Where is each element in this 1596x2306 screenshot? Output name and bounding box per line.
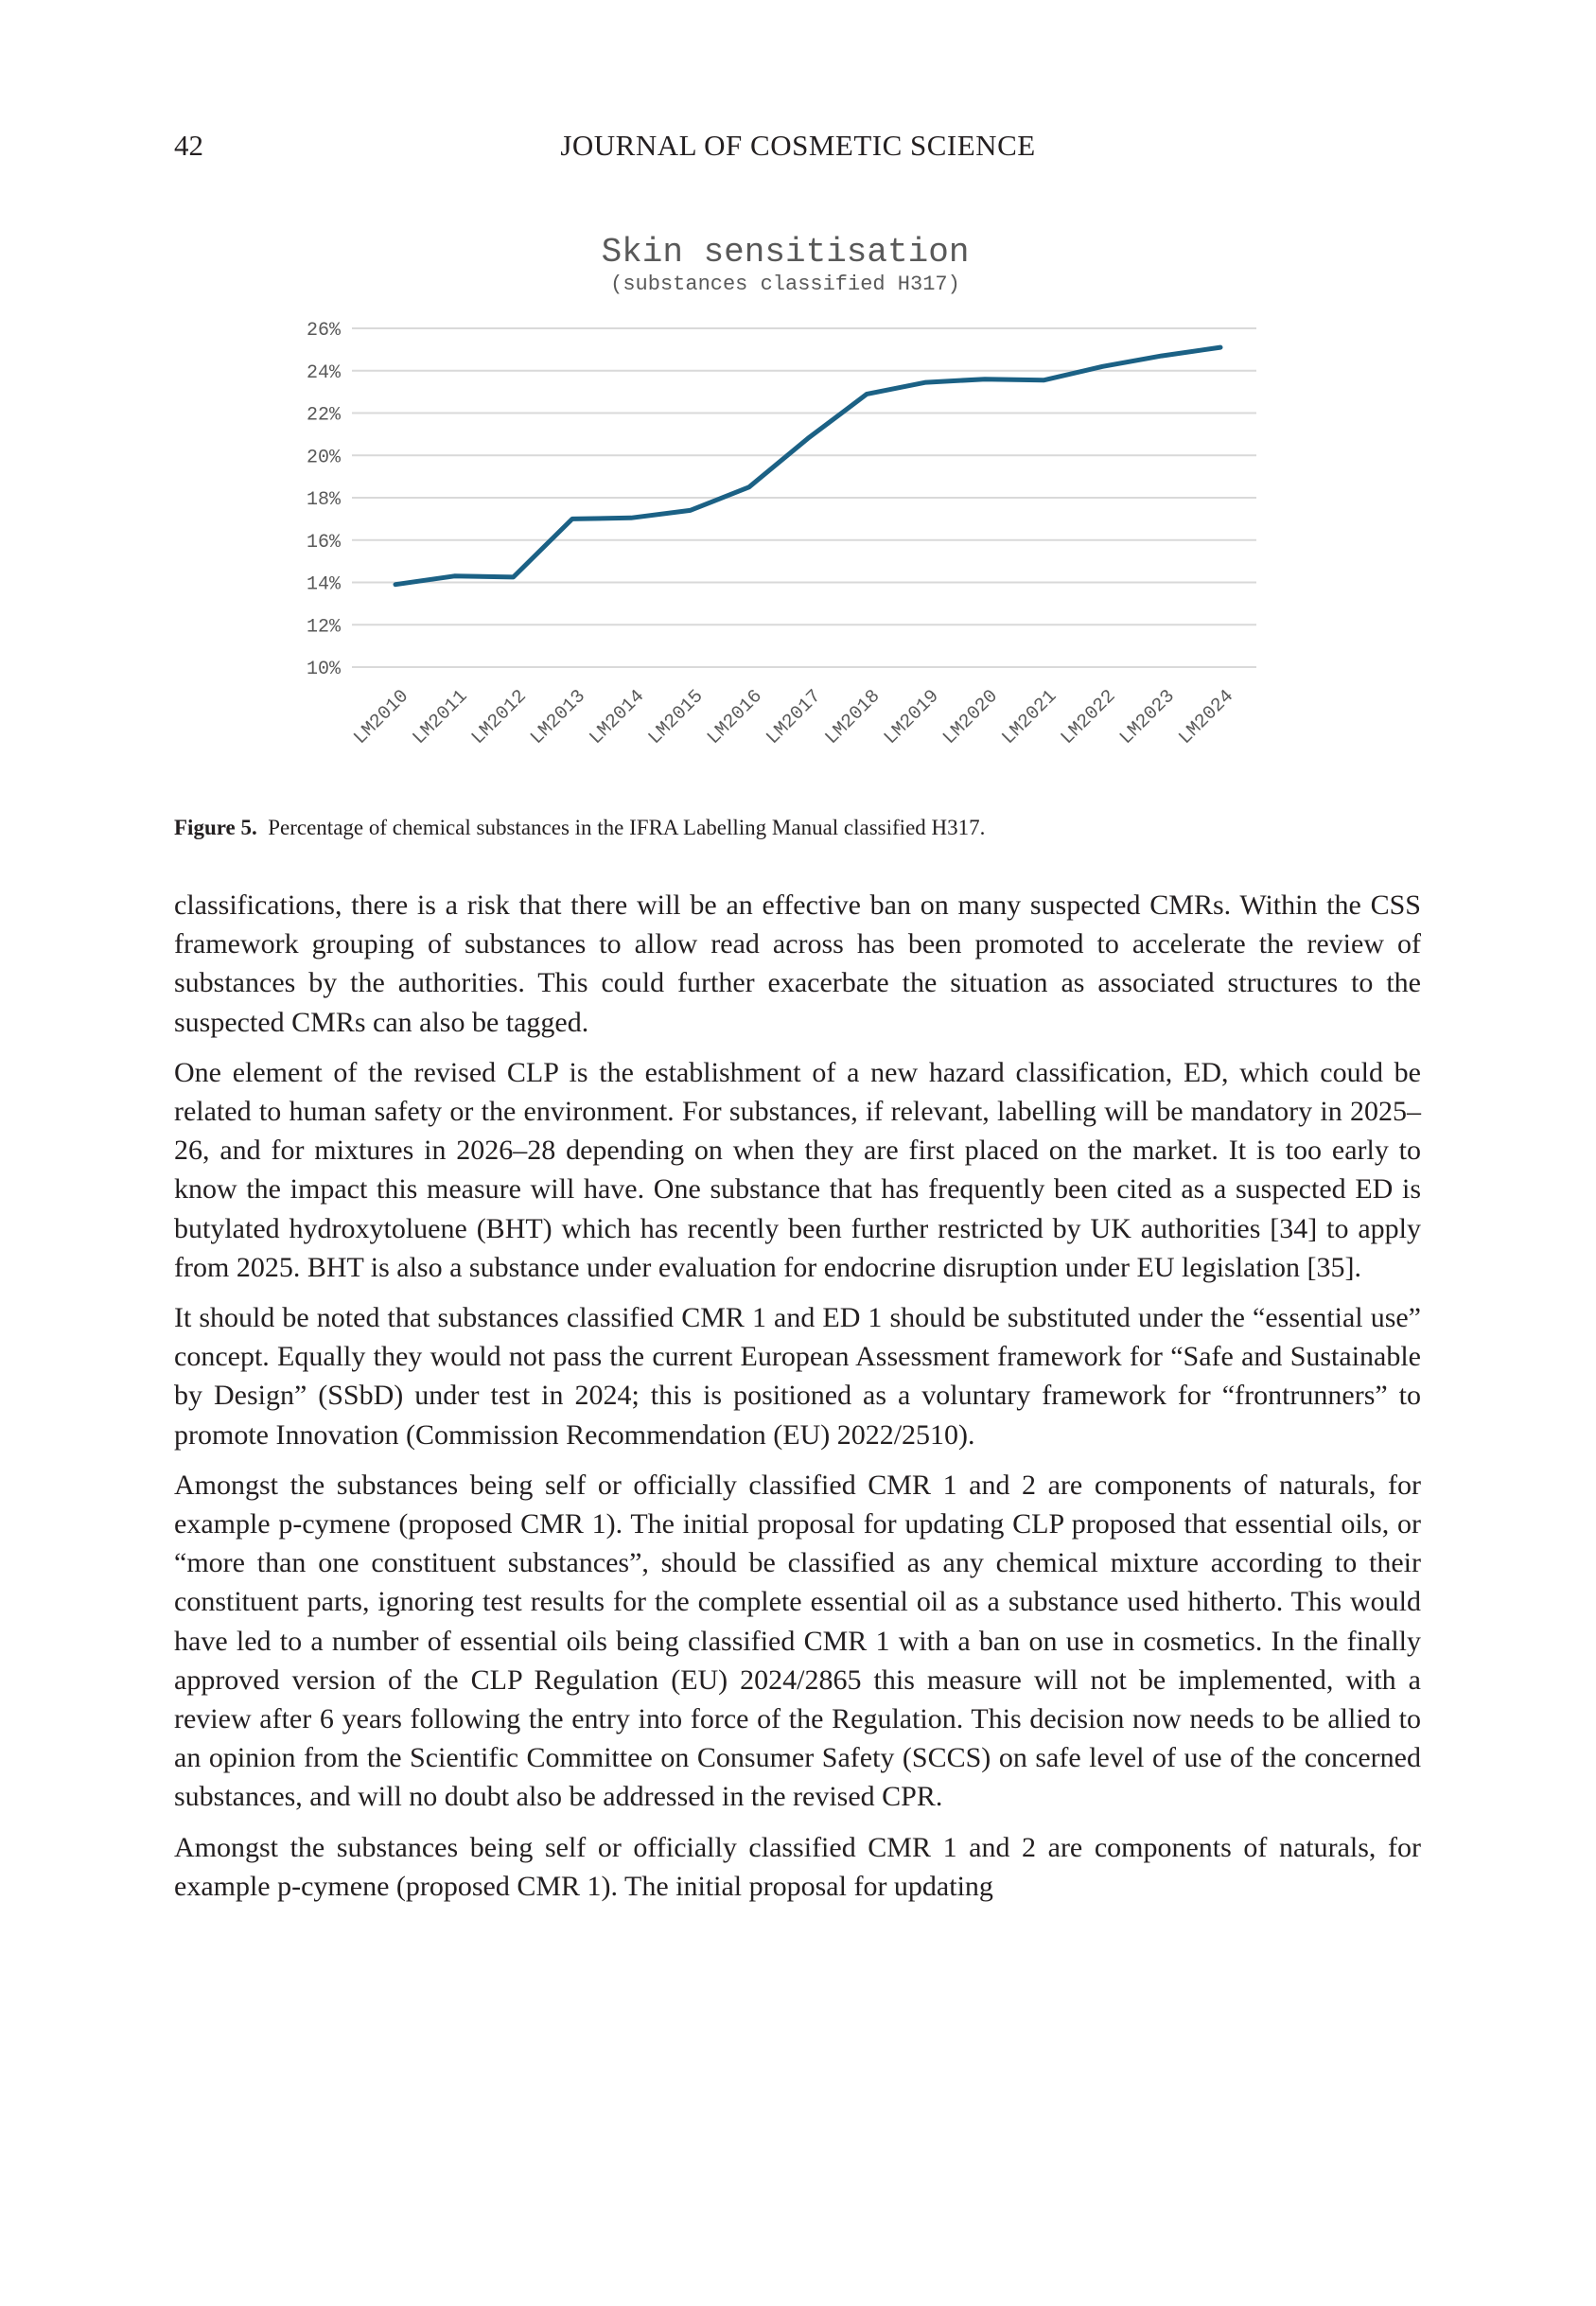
x-tick-label: LM2014 <box>585 685 650 749</box>
paragraph: Amongst the substances being self or officially classified CMR 1 and 2 are components of naturals, for example p-cymene (proposed CMR 1). The initial proposal for updating <box>174 1831 1421 1902</box>
y-tick-label: 12% <box>306 616 341 639</box>
chart-plot-area <box>284 223 1287 782</box>
x-tick-label: LM2020 <box>938 685 1003 749</box>
y-tick-label: 24% <box>306 361 341 384</box>
y-tick-label: 18% <box>306 489 341 511</box>
y-tick-label: 16% <box>306 531 341 554</box>
x-tick-label: LM2021 <box>997 685 1062 749</box>
chart-x-axis <box>350 686 1238 749</box>
chart-subtitle: (substances classified H317) <box>610 273 960 296</box>
chart-y-axis <box>307 320 342 680</box>
running-head <box>174 129 1422 167</box>
x-tick-label: LM2017 <box>762 685 826 749</box>
chart-title: Skin sensitisation <box>601 233 970 272</box>
x-tick-label: LM2011 <box>409 685 473 749</box>
paragraph: It should be noted that substances classified CMR 1 and ED 1 should be substituted under the “essential use” concept. Equally they would not pass the current European Assessment framework for “Safe and Sustainable by Design” (SSbD) under test in 2024; this is positioned as a voluntary framework for “frontrunners” to promote Innovation (Commission Recommendation (EU) 2022/2510). <box>174 1302 1421 1451</box>
y-tick-label: 20% <box>306 447 341 469</box>
body-text <box>174 886 1421 1917</box>
x-tick-label: LM2016 <box>703 685 767 749</box>
figure-caption <box>174 816 985 840</box>
x-tick-label: LM2022 <box>1057 685 1121 749</box>
x-tick-label: LM2018 <box>821 685 886 749</box>
line-chart <box>284 223 1287 782</box>
y-tick-label: 14% <box>306 573 341 596</box>
y-tick-label: 10% <box>306 659 341 680</box>
paragraph: One element of the revised CLP is the establishment of a new hazard classification, ED, which could be related to human safety or the environment. For substances, if relevant, labelling will be mandatory in 2025–26, and for mixtures in 2026–28 depending on when they are first placed on the market. It is too early to know the impact this measure will have. One substance that has frequently been cited as a suspected ED is butylated hydroxytoluene (BHT) which has recently been further restricted by UK authorities [34] to apply from 2025. BHT is also a substance under evaluation for endocrine disruption under EU legislation [35]. <box>174 1056 1421 1283</box>
page-number: 42 <box>174 129 203 162</box>
y-tick-label: 26% <box>306 320 341 342</box>
x-tick-label: LM2024 <box>1174 685 1238 749</box>
x-tick-label: LM2015 <box>644 685 709 749</box>
paragraph: Amongst the substances being self or officially classified CMR 1 and 2 are components of naturals, for example p-cymene (proposed CMR 1). The initial proposal for updating CLP proposed that essential oils, or “more than one constituent substances”, should be classified as any chemical mixture according to their constituent parts, ignoring test results for the complete essential oil as a substance used hitherto. This would have led to a number of essential oils being classified CMR 1 with a ban on use in cosmetics. In the finally approved version of the CLP Regulation (EU) 2024/2865 this measure will not be implemented, with a review after 6 years following the entry into force of the Regulation. This decision now needs to be allied to an opinion from the Scientific Committee on Consumer Safety (SCCS) on safe level of use of the concerned substances, and will no doubt also be addressed in the revised CPR. <box>174 1469 1421 1813</box>
x-tick-label: LM2013 <box>526 685 590 749</box>
x-tick-label: LM2012 <box>467 685 532 749</box>
x-tick-label: LM2010 <box>349 685 413 749</box>
journal-title: JOURNAL OF COSMETIC SCIENCE <box>560 129 1036 162</box>
x-tick-label: LM2019 <box>880 685 944 749</box>
series-line <box>395 347 1220 585</box>
y-tick-label: 22% <box>306 404 341 427</box>
paragraph: classifications, there is a risk that there will be an effective ban on many suspected CMRs. Within the CSS framework grouping of substances to allow read across has been promoted to accelerate the review of substances by the authorities. This could further exacerbate the situation as associated structures to the suspected CMRs can also be tagged. <box>174 889 1421 1038</box>
figure-label: Figure 5. <box>174 816 257 839</box>
figure-caption-text: Percentage of chemical substances in the IFRA Labelling Manual classified H317. <box>268 816 986 839</box>
chart-series <box>395 347 1220 585</box>
x-tick-label: LM2023 <box>1115 685 1180 749</box>
chart-gridlines <box>352 328 1256 667</box>
